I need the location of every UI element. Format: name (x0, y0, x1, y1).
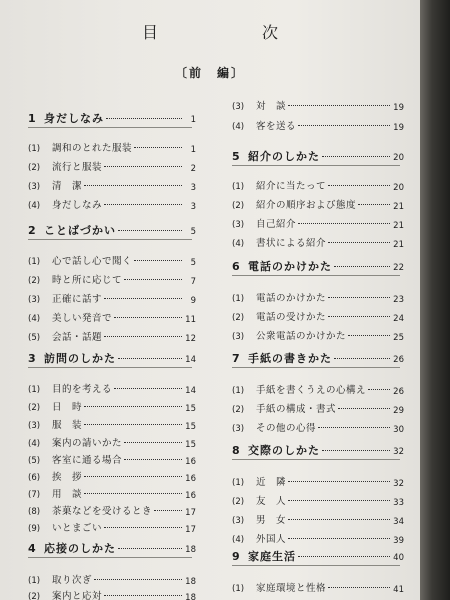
leader-dots (334, 266, 390, 267)
toc-entry[interactable] (28, 435, 196, 448)
leader-dots (298, 556, 390, 557)
entry-number: (1) (232, 294, 245, 304)
entry-page-number: 25 (393, 333, 404, 343)
leader-dots (114, 317, 182, 318)
leader-dots (322, 450, 390, 451)
leader-dots (124, 279, 182, 280)
toc-entry[interactable] (28, 452, 196, 465)
chapter-title: 家庭生活 (248, 550, 296, 563)
toc-entry[interactable] (28, 381, 196, 394)
entry-page-number: 16 (185, 474, 196, 484)
chapter-page-number: 14 (185, 355, 196, 365)
toc-entry[interactable] (232, 580, 404, 593)
leader-dots (104, 204, 182, 205)
entry-number: (7) (28, 490, 41, 500)
toc-entry[interactable] (28, 417, 196, 430)
entry-page-number: 11 (185, 315, 196, 325)
toc-entry[interactable] (232, 420, 404, 433)
entry-number: (1) (232, 584, 245, 594)
toc-entry[interactable] (28, 503, 196, 516)
leader-dots (288, 105, 390, 106)
entry-number: (4) (28, 314, 41, 324)
entry-number: (2) (28, 592, 41, 600)
entry-title: 書状による紹介 (256, 238, 327, 249)
leader-dots (328, 242, 390, 243)
entry-page-number: 24 (393, 314, 404, 324)
chapter-title: 応接のしかた (44, 542, 116, 555)
entry-title: 挨 拶 (52, 472, 83, 483)
chapter-page-number: 1 (190, 115, 196, 125)
entry-page-number: 1 (190, 145, 196, 155)
entry-page-number: 3 (190, 202, 196, 212)
entry-title: 会話・話題 (52, 332, 103, 343)
entry-title: 公衆電話のかけかた (256, 331, 347, 342)
entry-title: 目的を考える (52, 384, 113, 395)
entry-number: (2) (232, 405, 245, 415)
chapter-page-number: 22 (393, 263, 404, 273)
chapter-title: 紹介のしかた (248, 150, 320, 163)
entry-number: (3) (28, 295, 41, 305)
toc-entry[interactable] (28, 469, 196, 482)
leader-dots (288, 500, 390, 501)
toc-entry[interactable] (232, 382, 404, 395)
chapter-number: 4 (28, 542, 36, 555)
entry-number: (5) (28, 333, 41, 343)
entry-page-number: 19 (393, 103, 404, 113)
entry-title: 紹介に当たって (256, 181, 327, 192)
entry-page-number: 3 (190, 183, 196, 193)
leader-dots (328, 297, 390, 298)
chapter-number: 2 (28, 224, 36, 237)
leader-dots (334, 358, 390, 359)
chapter-number: 6 (232, 260, 240, 273)
chapter-page-number: 32 (393, 447, 404, 457)
leader-dots (358, 204, 390, 205)
chapter-divider (232, 275, 400, 276)
entry-title: 電話のかけかた (256, 293, 327, 304)
entry-page-number: 15 (185, 404, 196, 414)
part-heading: 〔前 編〕 (174, 66, 245, 80)
entry-title: 対 談 (256, 101, 287, 112)
entry-title: 近 隣 (256, 477, 287, 488)
entry-title: 男 女 (256, 515, 287, 526)
leader-dots (328, 587, 390, 588)
entry-title: 客室に通る場合 (52, 455, 123, 466)
entry-number: (1) (28, 257, 41, 267)
entry-page-number: 41 (393, 585, 404, 595)
toc-entry[interactable] (232, 512, 404, 525)
leader-dots (104, 336, 182, 337)
chapter-divider (232, 367, 400, 368)
entry-number: (4) (232, 535, 245, 545)
leader-dots (84, 493, 182, 494)
chapter-divider (232, 459, 400, 460)
entry-page-number: 34 (393, 517, 404, 527)
entry-title: 時と所に応じて (52, 275, 123, 286)
chapter-title: 訪問のしかた (44, 352, 116, 365)
entry-title: 電話の受けかた (256, 312, 327, 323)
toc-entry[interactable] (28, 291, 196, 304)
leader-dots (124, 442, 182, 443)
entry-title: 服 装 (52, 420, 83, 431)
toc-entry[interactable] (232, 118, 404, 131)
entry-page-number: 23 (393, 295, 404, 305)
leader-dots (114, 388, 182, 389)
toc-entry[interactable] (232, 493, 404, 506)
entry-page-number: 18 (185, 593, 196, 600)
leader-dots (104, 595, 182, 596)
entry-page-number: 29 (393, 406, 404, 416)
entry-title: 友 人 (256, 496, 287, 507)
entry-page-number: 39 (393, 536, 404, 546)
chapter-heading[interactable] (28, 350, 196, 364)
entry-number: (3) (232, 516, 245, 526)
entry-number: (3) (232, 332, 245, 342)
toc-entry[interactable] (28, 520, 196, 533)
toc-entry[interactable] (232, 309, 404, 322)
entry-title: 心で話し心で聞く (52, 256, 133, 267)
entry-number: (3) (28, 182, 41, 192)
entry-title: 茶菓などを受けるとき (52, 506, 153, 517)
entry-number: (2) (232, 313, 245, 323)
entry-page-number: 17 (185, 508, 196, 518)
leader-dots (368, 389, 390, 390)
entry-number: (4) (232, 122, 245, 132)
toc-entry[interactable] (232, 216, 404, 229)
chapter-title: 交際のしかた (248, 444, 320, 457)
toc-entry[interactable] (232, 531, 404, 544)
entry-number: (1) (232, 386, 245, 396)
toc-entry[interactable] (232, 328, 404, 341)
chapter-divider (28, 367, 192, 368)
chapter-number: 9 (232, 550, 240, 563)
chapter-number: 1 (28, 112, 36, 125)
entry-number: (1) (232, 478, 245, 488)
leader-dots (348, 335, 390, 336)
chapter-heading[interactable] (232, 258, 404, 272)
leader-dots (328, 185, 390, 186)
toc-entry[interactable] (28, 253, 196, 266)
entry-number: (4) (28, 439, 41, 449)
entry-page-number: 21 (393, 221, 404, 231)
entry-number: (1) (28, 385, 41, 395)
chapter-heading[interactable] (28, 222, 196, 236)
entry-title: 用 談 (52, 489, 83, 500)
chapter-divider (232, 565, 400, 566)
chapter-divider (28, 557, 192, 558)
chapter-heading[interactable] (232, 548, 404, 562)
entry-page-number: 21 (393, 202, 404, 212)
entry-title: 身だしなみ (52, 200, 103, 211)
leader-dots (94, 579, 182, 580)
leader-dots (84, 406, 182, 407)
entry-page-number: 32 (393, 479, 404, 489)
entry-page-number: 15 (185, 440, 196, 450)
entry-page-number: 12 (185, 334, 196, 344)
entry-title: いとまごい (52, 523, 103, 534)
entry-page-number: 26 (393, 387, 404, 397)
leader-dots (154, 510, 182, 511)
toc-entry[interactable] (232, 474, 404, 487)
chapter-divider (28, 127, 192, 128)
entry-page-number: 21 (393, 240, 404, 250)
leader-dots (288, 481, 390, 482)
chapter-number: 5 (232, 150, 240, 163)
entry-page-number: 18 (185, 577, 196, 587)
entry-page-number: 15 (185, 422, 196, 432)
entry-number: (3) (232, 424, 245, 434)
toc-entry[interactable] (28, 588, 196, 600)
entry-page-number: 17 (185, 525, 196, 535)
entry-number: (3) (28, 421, 41, 431)
entry-number: (2) (28, 276, 41, 286)
toc-entry[interactable] (28, 159, 196, 172)
toc-entry[interactable] (28, 140, 196, 153)
entry-title: 取り次ぎ (52, 575, 93, 586)
entry-title: 自己紹介 (256, 219, 297, 230)
entry-title: 美しい発音で (52, 313, 113, 324)
page-title: 目 次 (141, 23, 322, 42)
leader-dots (288, 538, 390, 539)
entry-number: (3) (232, 102, 245, 112)
leader-dots (134, 260, 182, 261)
entry-title: 家庭環境と性格 (256, 583, 327, 594)
toc-entry[interactable] (28, 272, 196, 285)
leader-dots (124, 459, 182, 460)
chapter-divider (28, 239, 192, 240)
book-spine-shadow (420, 0, 450, 600)
leader-dots (134, 147, 182, 148)
entry-page-number: 16 (185, 457, 196, 467)
leader-dots (84, 185, 182, 186)
entry-title: 案内と応対 (52, 591, 103, 600)
chapter-title: 身だしなみ (44, 112, 104, 125)
entry-title: 客を送る (256, 121, 297, 132)
entry-page-number: 20 (393, 183, 404, 193)
chapter-divider (232, 165, 400, 166)
chapter-title: 手紙の書きかた (248, 352, 332, 365)
entry-title: 正確に話す (52, 294, 103, 305)
toc-entry[interactable] (28, 310, 196, 323)
leader-dots (328, 316, 390, 317)
toc-entry[interactable] (28, 572, 196, 585)
leader-dots (118, 358, 182, 359)
entry-number: (8) (28, 507, 41, 517)
toc-entry[interactable] (232, 98, 404, 111)
entry-number: (2) (28, 403, 41, 413)
leader-dots (104, 298, 182, 299)
toc-entry[interactable] (28, 399, 196, 412)
entry-number: (3) (232, 220, 245, 230)
entry-page-number: 30 (393, 425, 404, 435)
entry-page-number: 9 (190, 296, 196, 306)
entry-page-number: 16 (185, 491, 196, 501)
leader-dots (118, 548, 182, 549)
leader-dots (104, 527, 182, 528)
toc-entry[interactable] (232, 178, 404, 191)
toc-entry[interactable] (28, 486, 196, 499)
toc-entry[interactable] (28, 329, 196, 342)
chapter-heading[interactable] (28, 540, 196, 554)
leader-dots (322, 156, 390, 157)
toc-entry[interactable] (232, 235, 404, 248)
chapter-number: 8 (232, 444, 240, 457)
entry-number: (1) (28, 576, 41, 586)
entry-page-number: 2 (190, 164, 196, 174)
entry-number: (1) (28, 144, 41, 154)
entry-number: (2) (232, 497, 245, 507)
entry-title: 案内の請いかた (52, 438, 123, 449)
entry-page-number: 5 (190, 258, 196, 268)
entry-number: (2) (232, 201, 245, 211)
entry-number: (2) (28, 163, 41, 173)
entry-number: (4) (28, 201, 41, 211)
toc-entry[interactable] (28, 197, 196, 210)
chapter-number: 7 (232, 352, 240, 365)
entry-page-number: 33 (393, 498, 404, 508)
entry-number: (1) (232, 182, 245, 192)
leader-dots (84, 424, 182, 425)
chapter-title: 電話のかけかた (248, 260, 332, 273)
leader-dots (104, 166, 182, 167)
chapter-page-number: 20 (393, 153, 404, 163)
entry-title: 手紙を書くうえの心構え (256, 385, 367, 396)
chapter-number: 3 (28, 352, 36, 365)
entry-title: 清 潔 (52, 181, 83, 192)
chapter-page-number: 40 (393, 553, 404, 563)
entry-number: (6) (28, 473, 41, 483)
toc-entry[interactable] (232, 290, 404, 303)
entry-title: 外国人 (256, 534, 287, 545)
leader-dots (298, 125, 390, 126)
entry-title: 調和のとれた服装 (52, 143, 133, 154)
entry-title: 流行と服装 (52, 162, 103, 173)
leader-dots (106, 118, 182, 119)
entry-title: 紹介の順序および態度 (256, 200, 357, 211)
entry-page-number: 19 (393, 123, 404, 133)
chapter-heading[interactable] (28, 110, 196, 124)
leader-dots (118, 230, 182, 231)
chapter-page-number: 26 (393, 355, 404, 365)
entry-number: (5) (28, 456, 41, 466)
toc-entry[interactable] (28, 178, 196, 191)
toc-entry[interactable] (232, 197, 404, 210)
toc-entry[interactable] (232, 401, 404, 414)
chapter-page-number: 5 (190, 227, 196, 237)
entry-page-number: 14 (185, 386, 196, 396)
entry-title: その他の心得 (256, 423, 317, 434)
entry-number: (9) (28, 524, 41, 534)
entry-title: 日 時 (52, 402, 83, 413)
leader-dots (318, 427, 390, 428)
chapter-heading[interactable] (232, 148, 404, 162)
leader-dots (298, 223, 390, 224)
chapter-page-number: 18 (185, 545, 196, 555)
entry-number: (4) (232, 239, 245, 249)
leader-dots (84, 476, 182, 477)
entry-title: 手紙の構成・書式 (256, 404, 337, 415)
chapter-heading[interactable] (232, 442, 404, 456)
chapter-title: ことばづかい (44, 224, 116, 237)
chapter-heading[interactable] (232, 350, 404, 364)
entry-page-number: 7 (190, 277, 196, 287)
leader-dots (338, 408, 390, 409)
leader-dots (288, 519, 390, 520)
